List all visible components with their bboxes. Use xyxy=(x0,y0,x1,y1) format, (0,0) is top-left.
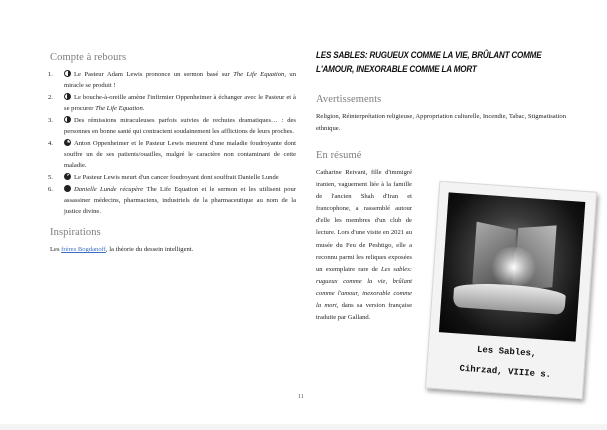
bogdanoff-link[interactable]: frères Bogdanoff xyxy=(61,246,106,254)
summary-heading: En résumé xyxy=(316,150,362,161)
item-number: 1. xyxy=(48,71,53,78)
countdown-item xyxy=(50,184,296,218)
countdown-item xyxy=(50,138,296,172)
moon-phase-3-icon xyxy=(64,116,71,123)
item-text: . xyxy=(142,105,145,113)
countdown-item xyxy=(50,69,296,91)
polaroid-caption-line1: Les Sables, xyxy=(476,344,537,359)
countdown-item xyxy=(50,92,296,114)
polaroid-image xyxy=(425,181,597,400)
item-text: , un miracle se produit ! xyxy=(64,71,296,90)
moon-phase-1-icon xyxy=(64,70,71,77)
inspirations-heading: Inspirations xyxy=(50,227,101,239)
moon-phase-6-icon xyxy=(64,185,71,192)
item-book-title: The Life Equation xyxy=(233,71,285,78)
item-number: 2. xyxy=(48,93,53,101)
left-column xyxy=(50,52,296,255)
item-book-title: The Life Equation xyxy=(95,105,143,113)
item-text: Le bouche-à-oreille amène l'infirmier Oppenheimer à échanger avec le Pasteur et à se procurer xyxy=(64,93,296,113)
open-book-illustration xyxy=(439,192,585,341)
countdown-item xyxy=(50,172,296,183)
summary-text xyxy=(316,167,412,324)
item-book-title: The Life Equation xyxy=(146,185,199,193)
warnings-heading: Avertissements xyxy=(316,94,382,105)
item-number: 4. xyxy=(48,139,53,147)
inspirations-suffix: , la théorie du dessein intelligent. xyxy=(105,246,194,254)
polaroid-caption-line2: Cihrzad, VIIIe s. xyxy=(459,363,552,380)
countdown-item xyxy=(50,115,296,137)
item-number: 5. xyxy=(48,173,53,181)
page-number: 11 xyxy=(298,394,304,400)
summary-text-part: Catharine Reivani, fille d'immigré iranien, vaguement liée à la famille de l'ancien Shah d'Iran et francophone, a rassemblé autour d'elle les membres d'un club de lecture. Lors d'une visite en 2021 au musée du Feu de Peshtigo, elle a reconnu parmi les reliques exposées un exemplaire rare de xyxy=(316,169,412,273)
inspirations-text xyxy=(50,244,296,255)
countdown-heading: Compte à rebours xyxy=(50,52,127,63)
item-text: Anton Oppenheimer et le Pasteur Lewis meurent d'une maladie foudroyante dont souffre un de ses patients/ouailles, malgré le caractère non contaminant de cette maladie. xyxy=(64,139,296,170)
summary-book-title: Les sables: rugueux comme la vie, brûlant comme l'amour, inexorable comme la mort xyxy=(316,265,412,310)
summary-text-part: , dans sa version française traduite par Galland. xyxy=(316,302,412,322)
item-text: Le Pasteur Lewis meurt d'un cancer foudroyant dont souffrait Danielle Lunde xyxy=(74,173,279,181)
page-bottom-edge xyxy=(0,424,607,430)
moon-phase-2-icon xyxy=(64,93,71,100)
inspirations-prefix: Les xyxy=(50,246,62,254)
item-text: Danielle Lunde récupère xyxy=(74,185,147,193)
item-text: Des rémissions miraculeuses parfois suivies de rechutes dramatiques… : des personnes en bonne santé qui contractent soudainement les afflictions de leurs proches. xyxy=(64,116,296,136)
moon-phase-4-icon xyxy=(64,139,71,146)
item-text: et le sermon et les utilisent pour assassiner médecins, pharmaciens, industriels de la pharmaceutique au nom de la justice divine. xyxy=(64,185,296,215)
item-text: Le Pasteur Adam Lewis prononce un sermon basé sur xyxy=(74,71,234,78)
item-number: 6. xyxy=(48,185,53,193)
warnings-text: Religion, Réinterprétation religieuse, Appropriation culturelle, Incendie, Tabac, Stigmatisation ethnique. xyxy=(316,113,566,132)
scenario-title: LES SABLES: RUGUEUX COMME LA VIE, BRÛLANT COMME L'AMOUR, INEXORABLE COMME LA MORT xyxy=(316,49,542,74)
item-number: 3. xyxy=(48,116,53,124)
moon-phase-5-icon xyxy=(64,173,71,180)
countdown-list xyxy=(50,69,296,217)
